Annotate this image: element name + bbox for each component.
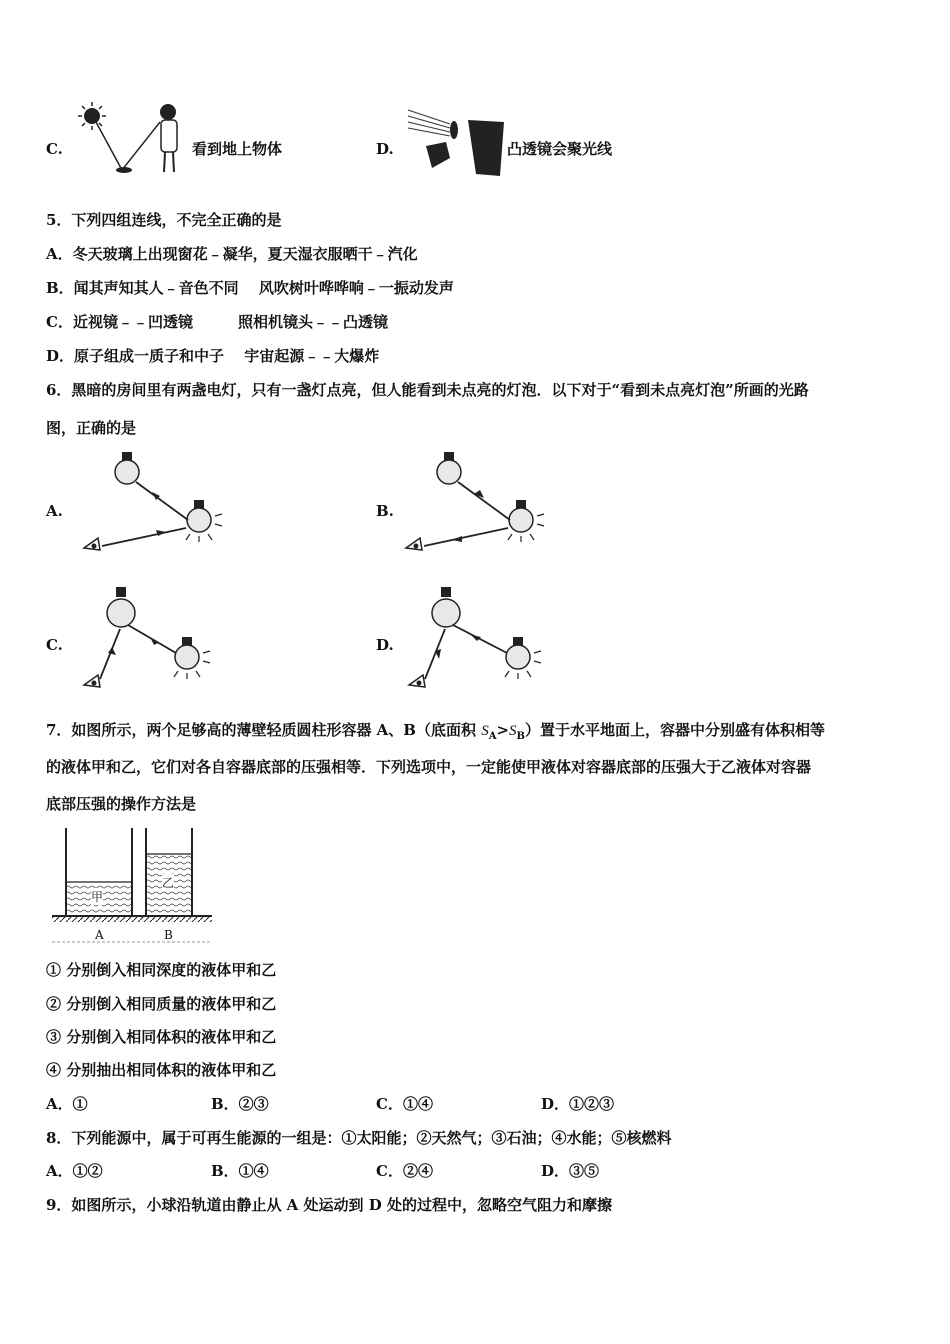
arrow-icon xyxy=(471,635,481,641)
q6-option-b-label: B. xyxy=(376,502,394,520)
light-ray-line xyxy=(136,482,188,520)
q6-option-a-figure xyxy=(80,450,230,560)
q7-option-a: A．① xyxy=(46,1095,88,1113)
q7-stem-line1-post: ）置于水平地面上，容器中分别盛有体积相等 xyxy=(525,721,826,739)
q7-stem-line3: 底部压强的操作方法是 xyxy=(46,795,197,813)
paper-icon xyxy=(468,120,504,176)
q6-option-b-figure xyxy=(402,450,552,560)
q7-stem-line1-pre: 7．如图所示，两个足够高的薄壁轻质圆柱形容器 A、B（底面积 xyxy=(46,721,482,739)
area-symbol-b: S xyxy=(509,723,517,739)
unlit-bulb-icon xyxy=(115,452,139,484)
q4-option-d-caption: 凸透镜会聚光线 xyxy=(507,140,613,158)
lit-bulb-icon xyxy=(505,637,541,679)
q5-option-b: B．闻其声知其人﹣音色不同 风吹树叶哗哗响﹣一振动发声 xyxy=(46,279,454,297)
q6-stem-line1: 6．黑暗的房间里有两盏电灯，只有一盏灯点亮，但人能看到未点亮的灯泡．以下对于“看到未点亮灯泡”所画的光路 xyxy=(46,381,809,399)
convex-lens-icon xyxy=(450,121,458,139)
q9-stem: 9．如图所示，小球沿轨道由静止从 A 处运动到 D 处的过程中，忽略空气阻力和摩擦 xyxy=(46,1196,612,1214)
light-ray-line xyxy=(458,482,510,520)
q8-option-b: B．①④ xyxy=(211,1162,269,1180)
q6-stem-line2: 图，正确的是 xyxy=(46,419,137,437)
q4-option-c-label: C. xyxy=(46,140,63,158)
unlit-bulb-icon xyxy=(107,587,135,627)
unlit-bulb-icon xyxy=(432,587,460,627)
area-subscript-b: B xyxy=(516,731,525,742)
q7-option-d: D．①②③ xyxy=(541,1095,615,1113)
q7-stem-line1 xyxy=(46,720,825,747)
q7-option-b: B．②③ xyxy=(211,1095,269,1113)
light-ray-line xyxy=(453,625,507,653)
container-b-label: B xyxy=(164,928,173,942)
q4-option-d-figure xyxy=(406,102,506,178)
q6-option-d-figure xyxy=(405,585,555,695)
lit-bulb-icon xyxy=(186,500,222,542)
q4-option-c-figure xyxy=(72,100,192,178)
q7-option-c: C．①④ xyxy=(376,1095,433,1113)
q6-option-c-label: C. xyxy=(46,636,63,654)
eye-icon xyxy=(406,538,422,550)
girl-figure-icon xyxy=(160,104,177,172)
area-symbol-a: S xyxy=(481,723,489,739)
q6-option-c-figure xyxy=(80,585,230,695)
unlit-bulb-icon xyxy=(437,452,461,484)
q5-option-a: A．冬天玻璃上出现窗花﹣凝华，夏天湿衣服晒干﹣汽化 xyxy=(46,245,418,263)
q7-item-4: ④ 分别抽出相同体积的液体甲和乙 xyxy=(46,1061,277,1079)
liquid-jia-label: 甲 xyxy=(91,890,104,904)
area-subscript-a: A xyxy=(488,731,497,742)
light-ray-line xyxy=(102,528,186,546)
eye-icon xyxy=(84,675,100,687)
container-b xyxy=(146,828,192,916)
q4-option-d-label: D. xyxy=(376,140,394,158)
q8-option-d: D．③⑤ xyxy=(541,1162,600,1180)
container-a-label: A xyxy=(95,928,104,942)
q5-option-d: D．原子组成一质子和中子 宇宙起源﹣﹣大爆炸 xyxy=(46,347,380,365)
q7-item-2: ② 分别倒入相同质量的液体甲和乙 xyxy=(46,995,277,1013)
q5-stem: 5．下列四组连线，不完全正确的是 xyxy=(46,211,282,229)
q7-containers-figure xyxy=(50,824,220,948)
light-beam-icon xyxy=(408,110,450,136)
q7-stem-line2: 的液体甲和乙，它们对各自容器底部的压强相等．下列选项中，一定能使甲液体对容器底部的压强大于乙液体对容器 xyxy=(46,758,812,776)
greater-than-sign: > xyxy=(496,721,510,739)
q7-item-1: ① 分别倒入相同深度的液体甲和乙 xyxy=(46,961,277,979)
q6-option-d-label: D. xyxy=(376,636,394,654)
q8-stem: 8．下列能源中，属于可再生能源的一组是：①太阳能；②天然气；③石油；④水能；⑤核燃料 xyxy=(46,1129,672,1147)
lit-bulb-icon xyxy=(508,500,544,542)
ground-object-icon xyxy=(116,167,132,173)
q8-option-a: A．①② xyxy=(46,1162,103,1180)
q5-option-c: C．近视镜﹣﹣凹透镜 照相机镜头﹣﹣凸透镜 xyxy=(46,313,388,331)
eye-icon xyxy=(409,675,425,687)
eye-icon xyxy=(84,538,100,550)
light-ray-line xyxy=(96,122,160,170)
hand-icon xyxy=(426,142,450,168)
q8-option-c: C．②④ xyxy=(376,1162,433,1180)
light-ray-line xyxy=(100,629,120,679)
q7-item-3: ③ 分别倒入相同体积的液体甲和乙 xyxy=(46,1028,277,1046)
ground-surface xyxy=(52,916,212,922)
sun-icon xyxy=(78,102,106,130)
lit-bulb-icon xyxy=(174,637,210,679)
liquid-yi-label: 乙 xyxy=(162,876,175,890)
light-ray-line xyxy=(425,629,445,679)
light-ray-line xyxy=(424,528,508,546)
q6-option-a-label: A. xyxy=(46,502,63,520)
q4-option-c-caption: 看到地上物体 xyxy=(192,140,283,158)
